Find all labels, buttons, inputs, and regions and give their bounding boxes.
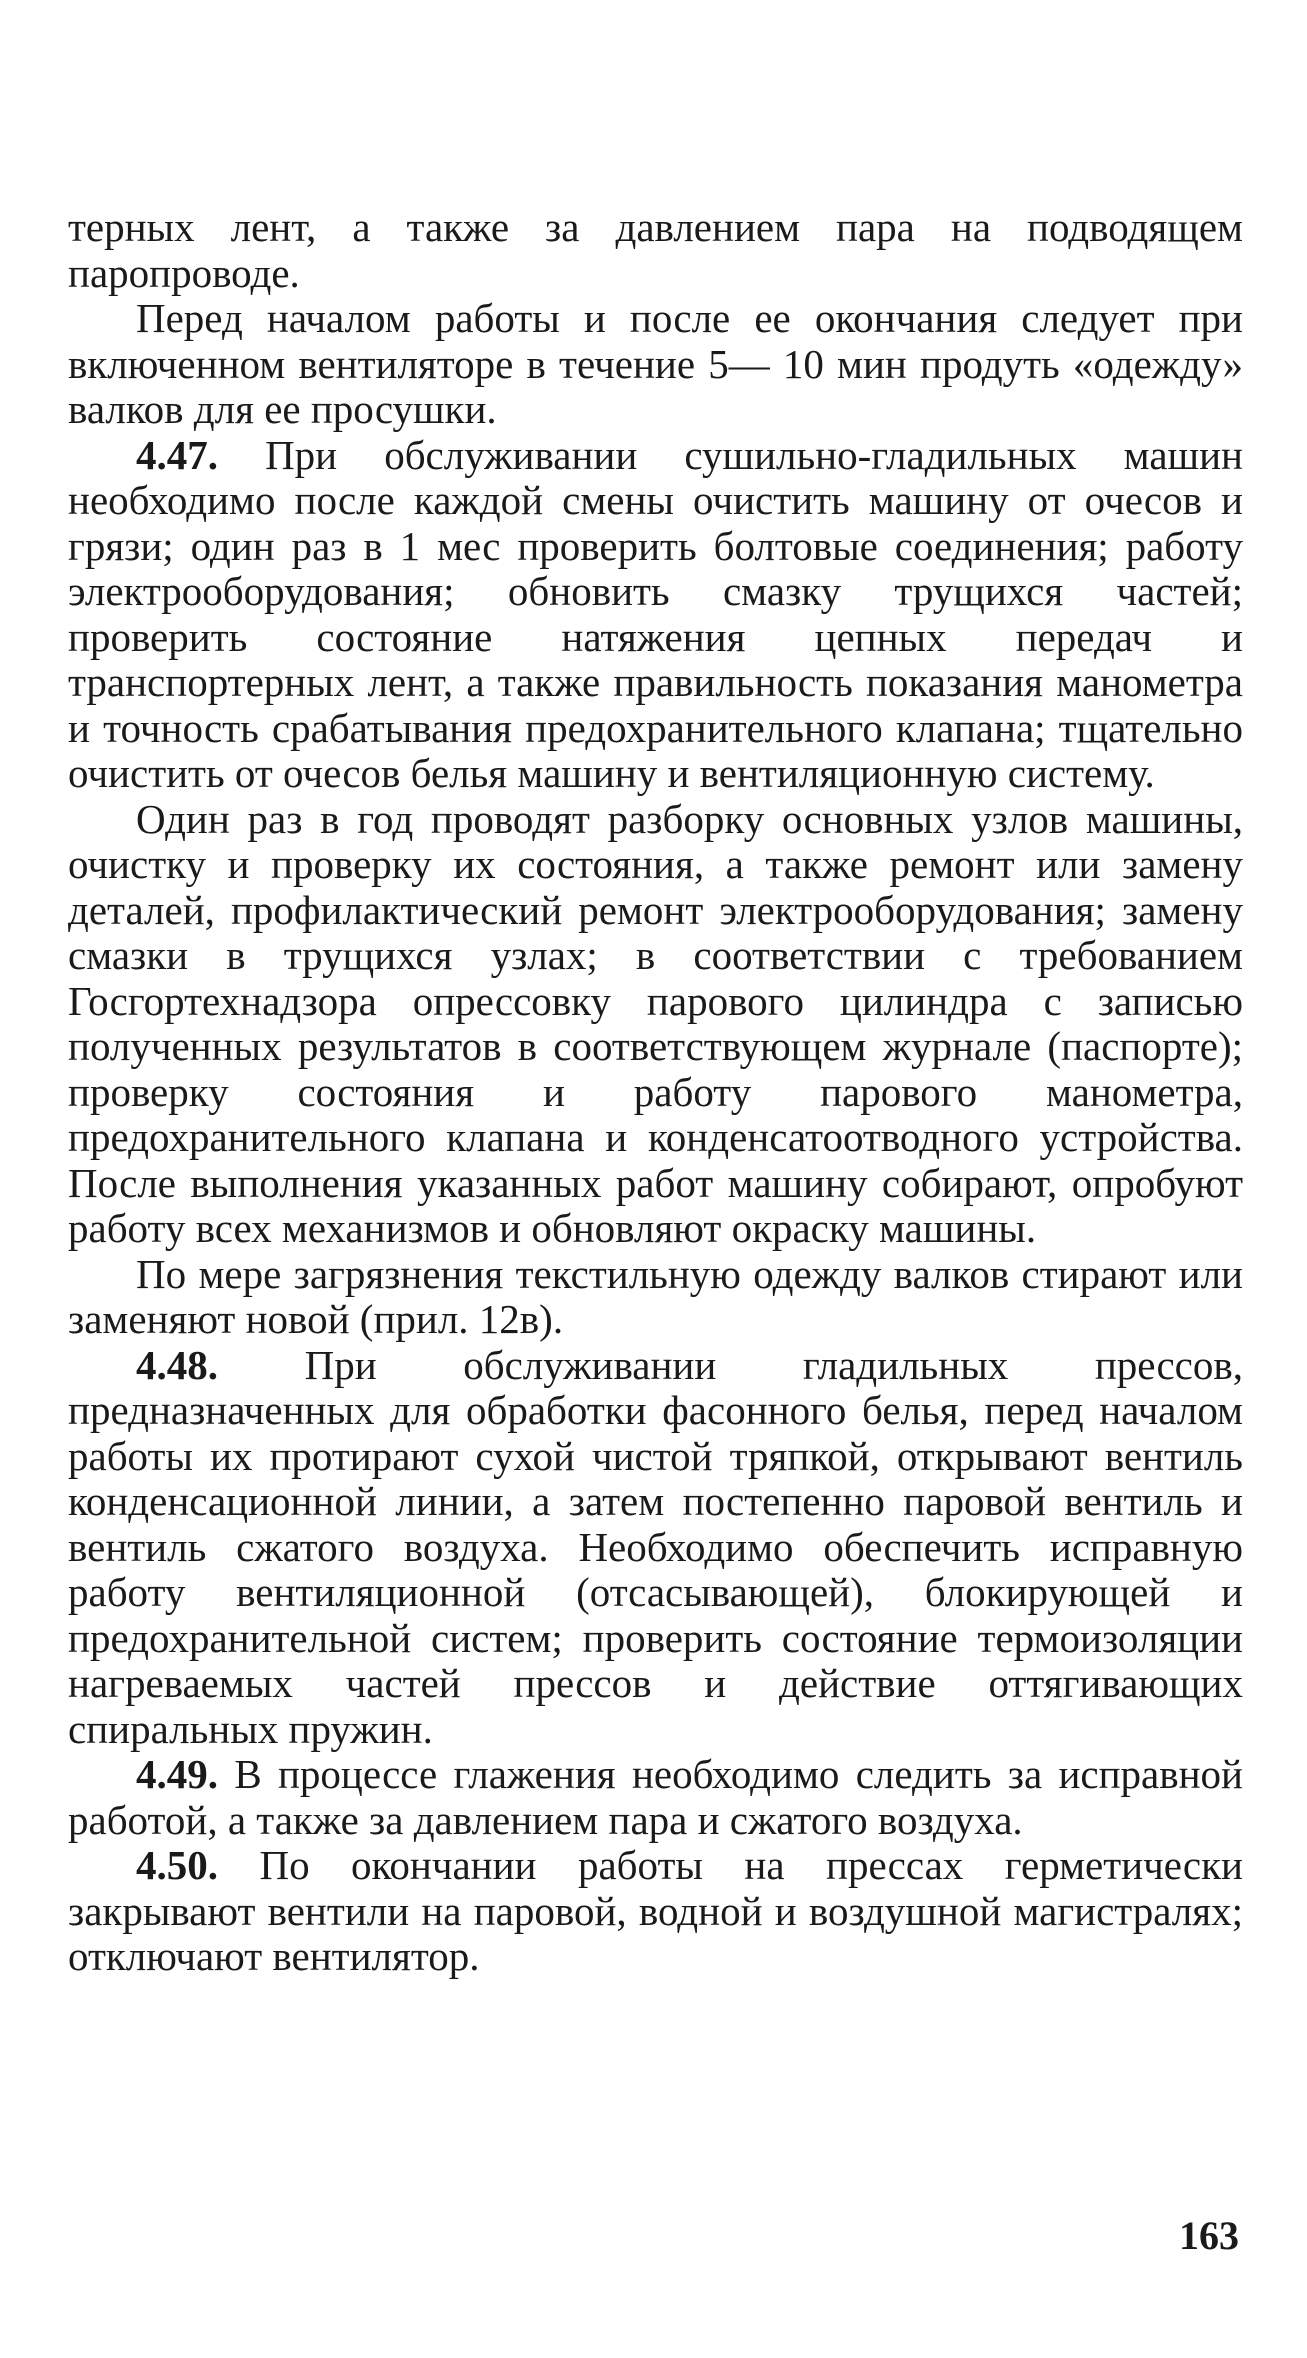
paragraph-text: Перед началом работы и после ее окончания следует при включенном вентиляторе в течение 5— 10 мин продуть «одежду» валков для ее просушки.: [68, 295, 1243, 432]
paragraph-text: При обслуживании гладильных прессов, предназначенных для обработки фасонного белья, перед началом работы их протирают сухой чистой тряпкой, открывают вентиль конденсационной линии, а затем постепенно паровой вентиль и вентиль сжатого воздуха. Необходимо обеспечить исправную работу вентиляционной (отсасывающей), блокирующей и предохранительной систем; проверить состояние термоизоляции нагреваемых частей прессов и действие оттягивающих спиральных пружин.: [68, 1341, 1243, 1752]
page-number: 163: [1179, 2213, 1239, 2258]
section-number: 4.48.: [136, 1341, 218, 1388]
paragraph-text: Один раз в год проводят разборку основных узлов машины, очистку и проверку их состояния, а также ремонт или замену деталей, профилактический ремонт электрооборудования; замену смазки в трущихся узлах; в соответствии с требованием Госгортехнадзора опрессовку парового цилиндра с записью полученных результатов в соответствующем журнале (паспорте); проверку состояния и работу парового манометра, предохранительного клапана и конденсатоотводного устройства. После выполнения указанных работ машину собирают, опробуют работу всех механизмов и обновляют окраску машины.: [68, 795, 1243, 1251]
paragraph-text: По окончании работы на прессах герметически закрывают вентили на паровой, водной и воздушной магистралях; отключают вентилятор.: [68, 1842, 1243, 1979]
page-body: [68, 205, 1243, 1980]
section-number: 4.50.: [136, 1842, 218, 1888]
section-4-48: [68, 1343, 1243, 1753]
section-4-49: [68, 1752, 1243, 1843]
section-number: 4.47.: [136, 431, 218, 478]
paragraph-continuation: [68, 205, 1243, 296]
paragraph-text: В процессе глажения необходимо следить за исправной работой, а также за давлением пара и сжатого воздуха.: [68, 1751, 1243, 1843]
paragraph-roller-cloth: [68, 1252, 1243, 1343]
section-4-50: [68, 1843, 1243, 1980]
paragraph-text: терных лент, а также за давлением пара на подводящем паропроводе.: [68, 204, 1243, 296]
section-number: 4.49.: [136, 1751, 218, 1797]
paragraph-annual-maintenance: [68, 797, 1243, 1252]
paragraph-text: По мере загрязнения текстильную одежду валков стирают или заменяют новой (прил. 12в).: [68, 1250, 1243, 1342]
paragraph-drying: [68, 296, 1243, 433]
section-4-47: [68, 433, 1243, 797]
paragraph-text: При обслуживании сушильно-гладильных машин необходимо после каждой смены очистить машину от очесов и грязи; один раз в 1 мес проверить болтовые соединения; работу электрооборудования; обновить смазку трущихся частей; проверить состояние натяжения цепных передач и транспортерных лент, а также правильность показания манометра и точность срабатывания предохранительного клапана; тщательно очистить от очесов белья машину и вентиляционную систему.: [68, 431, 1243, 796]
